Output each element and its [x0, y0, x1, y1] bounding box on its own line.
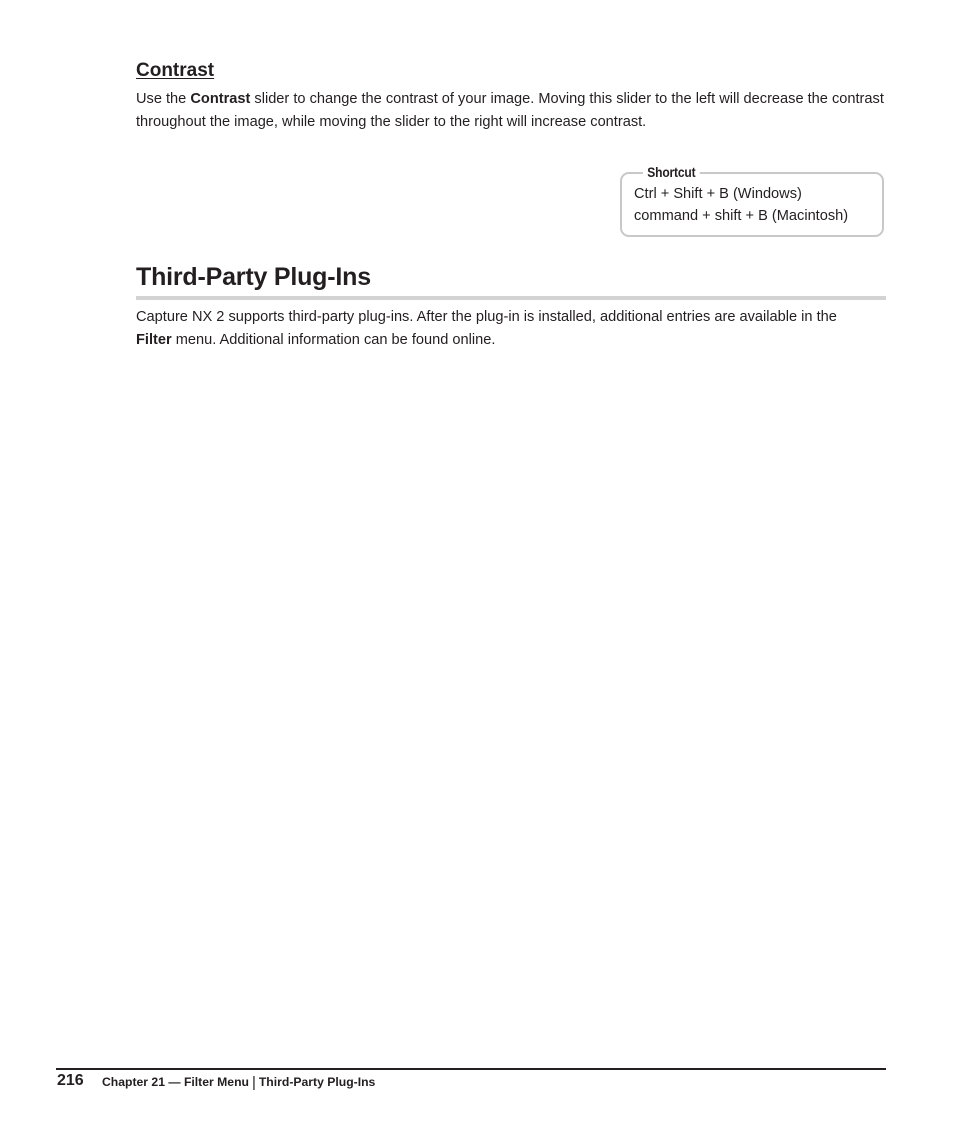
- contrast-heading: Contrast: [136, 60, 215, 81]
- contrast-term: Contrast: [190, 91, 251, 107]
- shortcut-macintosh: command + shift + B (Macintosh): [634, 208, 849, 224]
- contrast-paragraph: [136, 88, 888, 134]
- shortcut-box: [620, 164, 884, 237]
- footer-chapter: Chapter 21 — Filter Menu: [102, 1075, 249, 1089]
- footer-rule: [56, 1068, 886, 1070]
- filter-term: Filter: [136, 332, 172, 348]
- footer-section: Third-Party Plug-Ins: [258, 1075, 376, 1089]
- contrast-paragraph-rest: slider to change the contrast of your image. Moving this slider to the left will decrease the contrast throughout the image, while moving the slider to the right will increase contrast.: [136, 91, 884, 130]
- section-title: Third-Party Plug-Ins: [136, 263, 371, 291]
- plugins-paragraph-lead: Capture NX 2 supports third-party plug-ins. After the plug-in is installed, additional entries are available in the: [136, 309, 837, 325]
- shortcut-title: Shortcut: [643, 162, 700, 182]
- contrast-paragraph-lead: Use the: [136, 91, 191, 107]
- title-underline-rule: [136, 296, 886, 300]
- plugins-paragraph: [136, 306, 876, 352]
- shortcut-windows: Ctrl + Shift + B (Windows): [634, 186, 802, 202]
- footer-running-head: [102, 1074, 375, 1090]
- plugins-paragraph-rest: menu. Additional information can be found online.: [171, 332, 496, 348]
- footer-separator: |: [251, 1074, 256, 1091]
- page-number: 216: [57, 1072, 84, 1089]
